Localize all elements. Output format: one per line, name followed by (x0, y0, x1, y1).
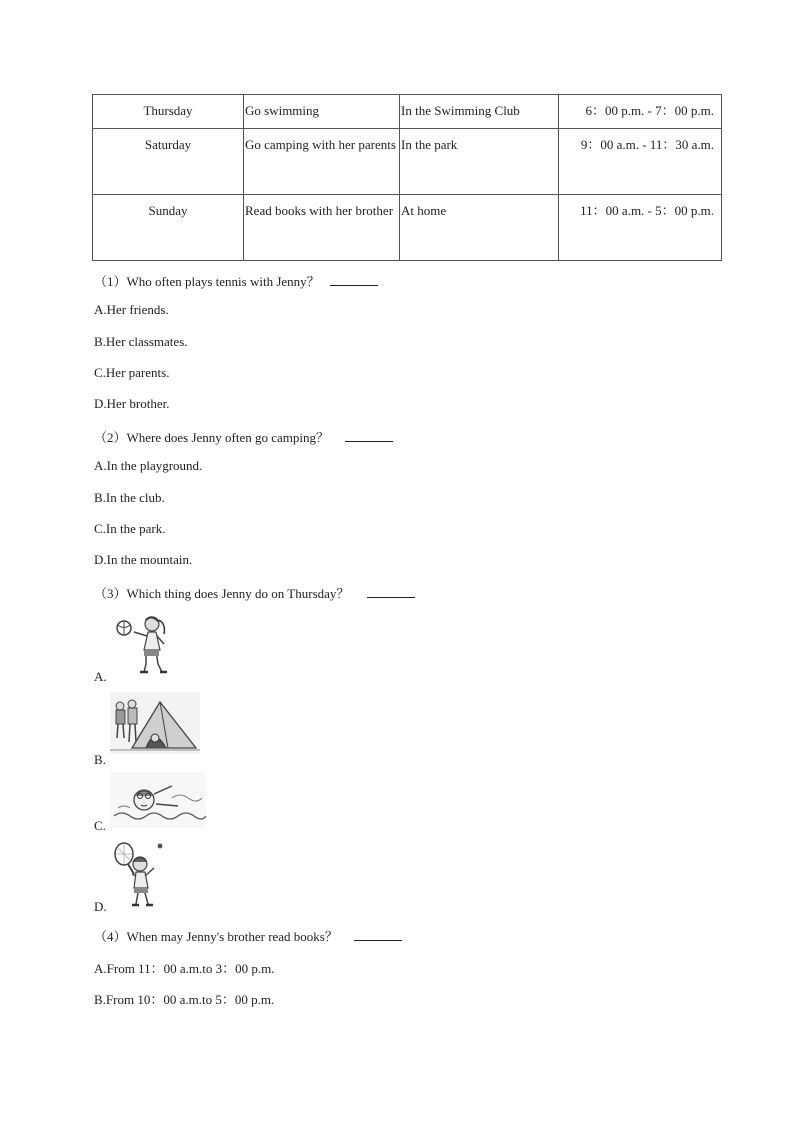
option-d[interactable]: D. (94, 899, 107, 914)
option-c[interactable]: C.Her parents. (94, 365, 170, 380)
schedule-table (92, 94, 722, 261)
tent-icon (110, 692, 200, 754)
question-2 (94, 427, 393, 446)
option-a[interactable]: A.Her friends. (94, 302, 169, 317)
cell-activity: Go swimming (244, 95, 400, 129)
cell-day: Saturday (93, 129, 244, 195)
cell-activity: Go camping with her parents (244, 129, 400, 195)
option-b[interactable]: B.Her classmates. (94, 334, 188, 349)
question-stem: （1）Who often plays tennis with Jenny？ (94, 274, 320, 289)
swimming-image[interactable] (110, 772, 206, 828)
camping-image[interactable] (110, 692, 200, 754)
cell-time: 6：00 p.m. - 7：00 p.m. (559, 95, 722, 129)
answer-blank[interactable] (367, 585, 415, 598)
cell-day: Thursday (93, 95, 244, 129)
girl-volleyball-image[interactable] (110, 610, 174, 678)
option-a[interactable]: A.From 11：00 a.m.to 3：00 p.m. (94, 961, 275, 976)
question-1 (94, 271, 378, 290)
cell-place: In the Swimming Club (400, 95, 559, 129)
tennis-icon (110, 838, 178, 910)
cell-place: At home (400, 195, 559, 261)
question-stem: （3）Which thing does Jenny do on Thursday？ (94, 586, 350, 601)
option-b[interactable]: B.In the club. (94, 490, 165, 505)
option-d[interactable]: D.Her brother. (94, 396, 170, 411)
question-4 (94, 926, 402, 945)
cell-activity: Read books with her brother (244, 195, 400, 261)
option-c[interactable]: C. (94, 818, 106, 833)
option-a[interactable]: A.In the playground. (94, 458, 203, 473)
cell-day: Sunday (93, 195, 244, 261)
question-stem: （4）When may Jenny's brother read books？ (94, 929, 338, 944)
option-a[interactable]: A. (94, 669, 107, 684)
girl-tennis-image[interactable] (110, 838, 178, 910)
answer-blank[interactable] (330, 273, 378, 286)
option-c[interactable]: C.In the park. (94, 521, 166, 536)
question-stem: （2）Where does Jenny often go camping？ (94, 430, 330, 445)
option-b[interactable]: B. (94, 752, 106, 767)
option-d[interactable]: D.In the mountain. (94, 552, 193, 567)
cell-time: 9：00 a.m. - 11：30 a.m. (559, 129, 722, 195)
cell-place: In the park (400, 129, 559, 195)
volleyball-icon (110, 610, 174, 678)
option-b[interactable]: B.From 10：00 a.m.to 5：00 p.m. (94, 992, 275, 1007)
answer-blank[interactable] (345, 429, 393, 442)
table-row (93, 195, 722, 261)
table-row (93, 95, 722, 129)
answer-blank[interactable] (354, 928, 402, 941)
table-row (93, 129, 722, 195)
cell-time: 11：00 a.m. - 5：00 p.m. (559, 195, 722, 261)
swimmer-icon (110, 772, 206, 828)
question-3 (94, 583, 415, 602)
